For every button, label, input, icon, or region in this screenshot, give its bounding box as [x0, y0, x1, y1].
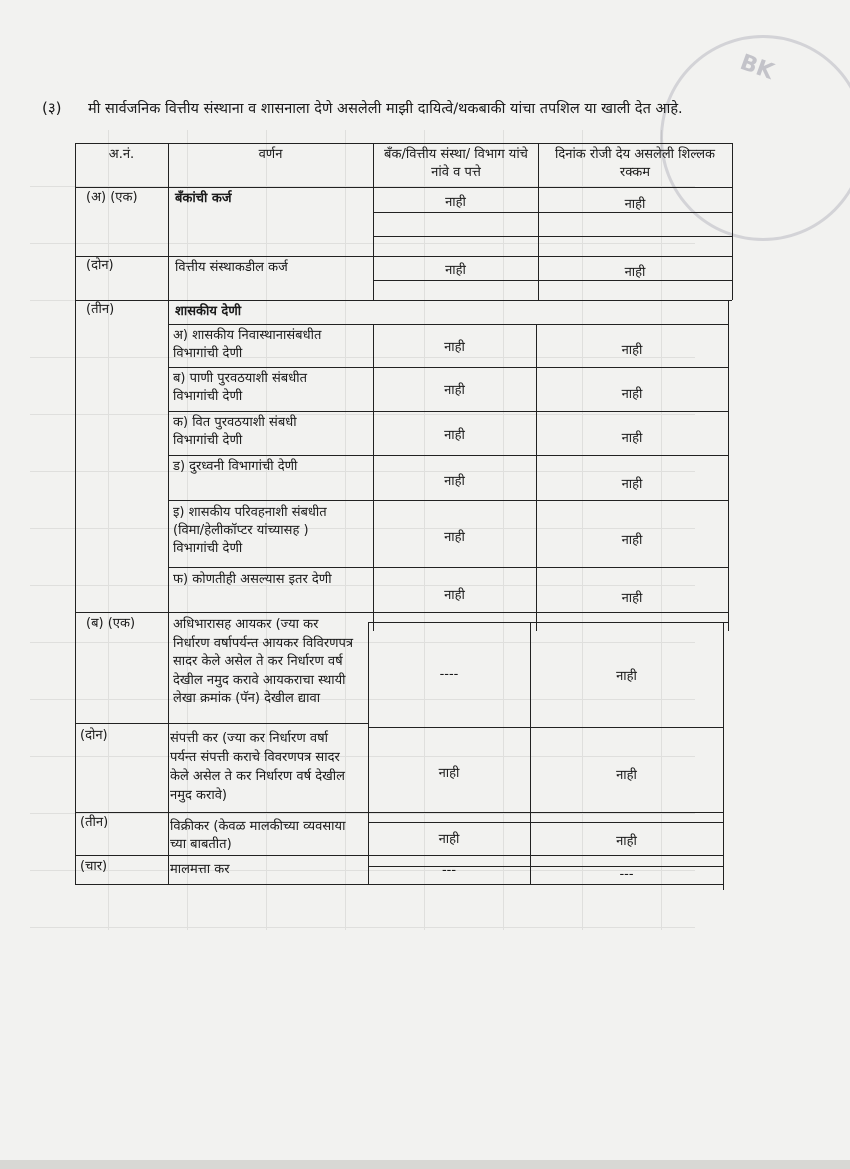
row-institution: नाही: [445, 263, 466, 278]
row-line: [368, 727, 723, 728]
row-balance: नाही: [621, 343, 643, 358]
row-description: संपत्ती कर (ज्या कर निर्धारण वर्षा पर्यन्त संपत्ती कराचे विवरणपत्र सादर केले असेल ते कर निर्धारण वर्ष देखील नमुद करावे): [170, 731, 345, 803]
table-border-top: [75, 143, 732, 144]
row-description: वित्तीय संस्थाकडील कर्ज: [175, 260, 288, 275]
row-balance: नाही: [616, 768, 637, 783]
header-serial: अ.नं.: [108, 147, 135, 162]
row-balance: नाही: [621, 477, 643, 492]
section-number: (३): [42, 99, 62, 117]
row-line: [75, 812, 723, 813]
row-description: इ) शासकीय परिवहनाशी संबधीत (विमा/हेलीकॉप्टर यांच्यासह ) विभागांची देणी: [173, 505, 327, 556]
row-institution: नाही: [445, 195, 466, 210]
row-description: क) वित पुरवठयाशी संबधी विभागांची देणी: [173, 415, 297, 448]
row-institution: नाही: [438, 766, 460, 781]
row-institution: नाही: [444, 474, 465, 489]
row-description: ब) पाणी पुरवठयाशी संबधीत विभागांची देणी: [173, 371, 307, 404]
row-balance: नाही: [624, 265, 646, 280]
row-line: [75, 612, 728, 613]
row-line: [368, 822, 723, 823]
row-institution: नाही: [444, 588, 465, 603]
row-balance: नाही: [621, 431, 643, 446]
row-balance: नाही: [621, 387, 643, 402]
row-line: [373, 236, 732, 237]
row-description: विक्रीकर (केवळ मालकीच्या व्यवसाया च्या बाबतीत): [170, 819, 346, 852]
header-balance: दिनांक रोजी देय असलेली शिल्लक रक्कम: [554, 147, 716, 180]
row-balance: ---: [619, 867, 634, 882]
row-serial: (तीन): [86, 302, 115, 317]
row-institution: ----: [439, 667, 459, 682]
row-description: अधिभारासह आयकर (ज्या कर निर्धारण वर्षापर्यन्त आयकर विविरणपत्र सादर केले असेल ते कर निर्धारण वर्ष देखील नमुद करावे आयकराचा स्थायी लेखा क्रमांक (पॅन) देखील द्यावा: [173, 617, 354, 706]
row-line: [75, 723, 368, 724]
row-description: फ) कोणतीही असल्यास इतर देणी: [173, 572, 332, 587]
row-description: ड) दुरध्वनी विभागांची देणी: [173, 459, 298, 474]
row-description: बँकांची कर्ज: [175, 191, 232, 206]
row-description: अ) शासकीय निवास्थानासंबधीत विभागांची देणी: [173, 328, 322, 361]
row-line: [368, 622, 728, 623]
row-balance: नाही: [616, 669, 637, 684]
row-serial: (अ) (एक): [86, 190, 138, 205]
row-balance: नाही: [621, 533, 643, 548]
row-line: [168, 367, 728, 368]
row-description: मालमत्ता कर: [170, 862, 230, 877]
column-divider-1: [168, 143, 169, 885]
row-line: [168, 411, 728, 412]
page-bottom-edge: [0, 1160, 850, 1169]
table-border-right-b: [728, 300, 729, 631]
row-line: [75, 855, 723, 856]
row-serial: (ब) (एक): [86, 616, 136, 631]
row-institution: नाही: [444, 428, 465, 443]
row-line: [168, 567, 728, 568]
table-border-bottom: [75, 884, 723, 885]
table-border-left: [75, 143, 76, 885]
header-bottom-line: [75, 187, 732, 188]
row-serial: (तीन): [80, 815, 109, 830]
row-description: शासकीय देणी: [175, 304, 242, 319]
row-institution: नाही: [444, 530, 465, 545]
row-balance: नाही: [624, 197, 646, 212]
row-institution: नाही: [444, 340, 465, 355]
header-institution: बँक/वित्तीय संस्था/ विभाग यांचे नांवे व पत्ते: [384, 147, 528, 180]
row-balance: नाही: [621, 591, 643, 606]
row-institution: नाही: [444, 383, 465, 398]
row-serial: (चार): [80, 859, 108, 874]
header-description: वर्णन: [258, 147, 283, 162]
row-serial: (दोन): [86, 258, 114, 273]
row-balance: नाही: [616, 834, 637, 849]
row-serial: (दोन): [80, 728, 108, 743]
row-line: [75, 300, 732, 301]
row-line: [168, 500, 728, 501]
row-line: [168, 455, 728, 456]
row-line: [168, 324, 728, 325]
table-border-right-c: [723, 622, 724, 890]
stamp-text: BK: [736, 49, 778, 86]
row-line: [75, 256, 732, 257]
show-through-pattern: [30, 130, 695, 930]
row-institution: ---: [441, 863, 457, 878]
row-institution: नाही: [438, 832, 460, 847]
section-heading: मी सार्वजनिक वित्तीय संस्थाना व शासनाला देणे असलेली माझी दायित्वे/थकबाकी यांचा तपशिल या खाली देत आहे.: [88, 101, 683, 117]
table-border-right-a: [732, 143, 733, 300]
